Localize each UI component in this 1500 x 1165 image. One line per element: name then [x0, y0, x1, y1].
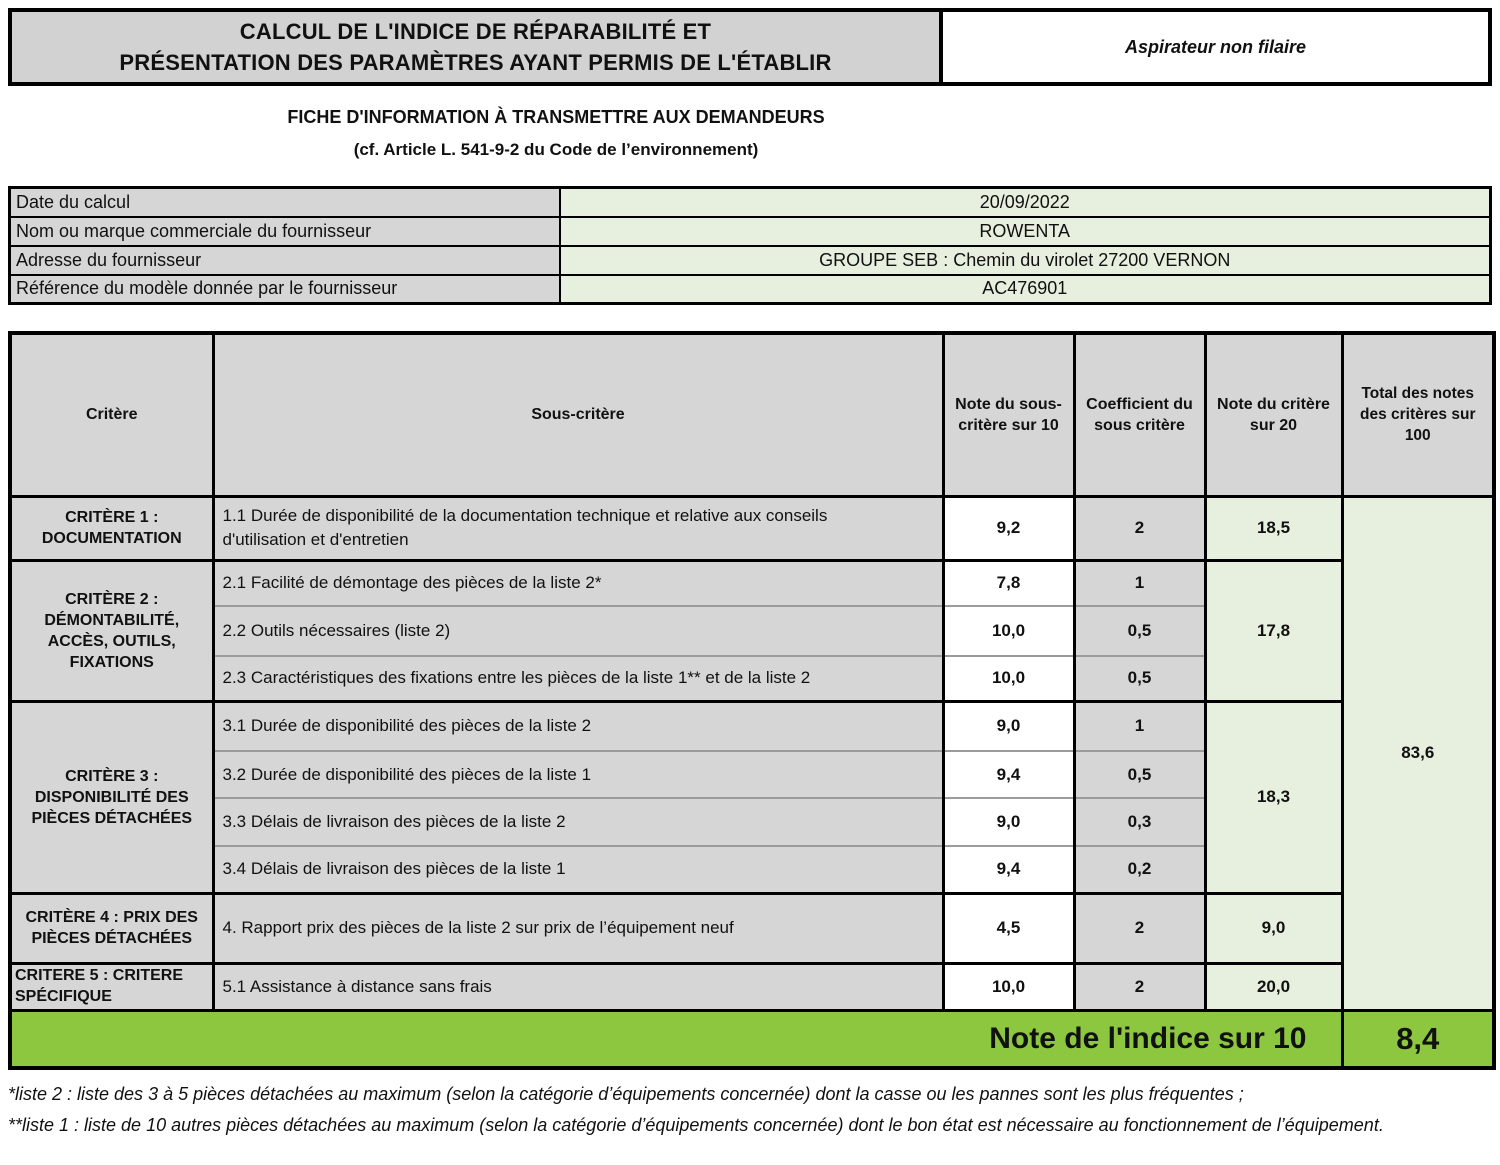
subcriterion-3-4-label: 3.4 Délais de livraison des pièces de la liste 1	[213, 846, 943, 893]
info-label-address: Adresse du fournisseur	[10, 246, 560, 275]
col-header-note20: Note du critère sur 20	[1205, 333, 1342, 496]
coef-1-1: 2	[1074, 496, 1205, 560]
coef-2-1: 1	[1074, 560, 1205, 606]
index-label-cell: Note de l'indice sur 10	[10, 1010, 1342, 1068]
row-3-1	[10, 701, 1494, 751]
coef-2-2: 0,5	[1074, 606, 1205, 656]
info-value-brand: ROWENTA	[560, 217, 1491, 246]
footnote-liste1: **liste 1 : liste de 10 autres pièces détachées au maximum (selon la catégorie d’équipements concernée) dont le bon état est nécessaire au fonctionnement de l’équipement.	[8, 1115, 1384, 1135]
subcriterion-3-2-label: 3.2 Durée de disponibilité des pièces de la liste 1	[213, 751, 943, 798]
info-label-reference: Référence du modèle donnée par le fournisseur	[10, 275, 560, 304]
criterion-3-cell: CRITÈRE 3 : DISPONIBILITÉ DES PIÈCES DÉTACHÉES	[10, 701, 213, 893]
info-row-reference	[10, 275, 1491, 304]
note10-4: 4,5	[943, 893, 1074, 963]
note10-1-1: 9,2	[943, 496, 1074, 560]
footnote-liste2: *liste 2 : liste des 3 à 5 pièces détachées au maximum (selon la catégorie d’équipements concernée) dont la casse ou les pannes sont les plus fréquentes ;	[8, 1084, 1244, 1104]
coef-5: 2	[1074, 963, 1205, 1010]
criteria-table	[8, 331, 1496, 1070]
doc-title-line2: PRÉSENTATION DES PARAMÈTRES AYANT PERMIS DE L'ÉTABLIR	[119, 49, 832, 75]
subcriterion-1-1-label: 1.1 Durée de disponibilité de la documentation technique et relative aux conseils d'utilisation et d'entretien	[213, 496, 943, 560]
info-row-date	[10, 188, 1491, 217]
coef-3-1: 1	[1074, 701, 1205, 751]
note10-5: 10,0	[943, 963, 1074, 1010]
subcriterion-4-label: 4. Rapport prix des pièces de la liste 2 sur prix de l’équipement neuf	[213, 893, 943, 963]
subcriterion-3-1-label: 3.1 Durée de disponibilité des pièces de la liste 2	[213, 701, 943, 751]
subcriterion-2-1-label: 2.1 Facilité de démontage des pièces de la liste 2*	[213, 560, 943, 606]
note20-criterion-1: 18,5	[1205, 496, 1342, 560]
subtitle-block	[256, 104, 856, 162]
info-row-address	[10, 246, 1491, 275]
coef-3-4: 0,2	[1074, 846, 1205, 893]
info-label-date: Date du calcul	[10, 188, 560, 217]
note10-2-2: 10,0	[943, 606, 1074, 656]
row-1-1	[10, 496, 1494, 560]
col-header-note10: Note du sous-critère sur 10	[943, 333, 1074, 496]
criterion-1-cell: CRITÈRE 1 : DOCUMENTATION	[10, 496, 213, 560]
info-value-address: GROUPE SEB : Chemin du virolet 27200 VERNON	[560, 246, 1491, 275]
info-value-reference: AC476901	[560, 275, 1491, 304]
note10-3-2: 9,4	[943, 751, 1074, 798]
doc-title-line1: CALCUL DE L'INDICE DE RÉPARABILITÉ ET	[239, 19, 712, 45]
criterion-5-cell: CRITERE 5 : CRITERE SPÉCIFIQUE	[10, 963, 213, 1010]
note10-3-4: 9,4	[943, 846, 1074, 893]
product-box	[943, 8, 1492, 86]
note20-criterion-4: 9,0	[1205, 893, 1342, 963]
subcriterion-2-2-label: 2.2 Outils nécessaires (liste 2)	[213, 606, 943, 656]
col-header-criterion: Critère	[10, 333, 213, 496]
note20-criterion-3: 18,3	[1205, 701, 1342, 893]
row-4	[10, 893, 1494, 963]
subcriterion-5-label: 5.1 Assistance à distance sans frais	[213, 963, 943, 1010]
criterion-2-cell: CRITÈRE 2 : DÉMONTABILITÉ, ACCÈS, OUTILS, FIXATIONS	[10, 560, 213, 701]
note20-criterion-2: 17,8	[1205, 560, 1342, 701]
total-over-100-cell: 83,6	[1342, 496, 1494, 1010]
col-header-total100: Total des notes des critères sur 100	[1342, 333, 1494, 496]
info-value-date: 20/09/2022	[560, 188, 1491, 217]
info-row-brand	[10, 217, 1491, 246]
note10-2-1: 7,8	[943, 560, 1074, 606]
subtitle-line1: FICHE D'INFORMATION À TRANSMETTRE AUX DEMANDEURS	[287, 107, 825, 127]
col-header-subcriterion: Sous-critère	[213, 333, 943, 496]
row-2-1	[10, 560, 1494, 606]
doc-title-box	[8, 8, 943, 86]
note10-3-3: 9,0	[943, 798, 1074, 846]
row-5	[10, 963, 1494, 1010]
note20-criterion-5: 20,0	[1205, 963, 1342, 1010]
coef-2-3: 0,5	[1074, 656, 1205, 701]
coef-3-2: 0,5	[1074, 751, 1205, 798]
product-name: Aspirateur non filaire	[1124, 36, 1307, 57]
supplier-info-table	[8, 186, 1492, 305]
index-row	[10, 1010, 1494, 1068]
note10-2-3: 10,0	[943, 656, 1074, 701]
subcriterion-3-3-label: 3.3 Délais de livraison des pièces de la liste 2	[213, 798, 943, 846]
doc-header	[8, 8, 1492, 86]
criteria-table-header-row	[10, 333, 1494, 496]
coef-3-3: 0,3	[1074, 798, 1205, 846]
subcriterion-2-3-label: 2.3 Caractéristiques des fixations entre les pièces de la liste 1** et de la liste 2	[213, 656, 943, 701]
col-header-coefficient: Coefficient du sous critère	[1074, 333, 1205, 496]
info-label-brand: Nom ou marque commerciale du fournisseur	[10, 217, 560, 246]
footnotes	[8, 1079, 1492, 1141]
subtitle-line2: (cf. Article L. 541-9-2 du Code de l’environnement)	[353, 140, 759, 159]
note10-3-1: 9,0	[943, 701, 1074, 751]
coef-4: 2	[1074, 893, 1205, 963]
index-value-cell: 8,4	[1342, 1010, 1494, 1068]
criterion-4-cell: CRITÈRE 4 : PRIX DES PIÈCES DÉTACHÉES	[10, 893, 213, 963]
